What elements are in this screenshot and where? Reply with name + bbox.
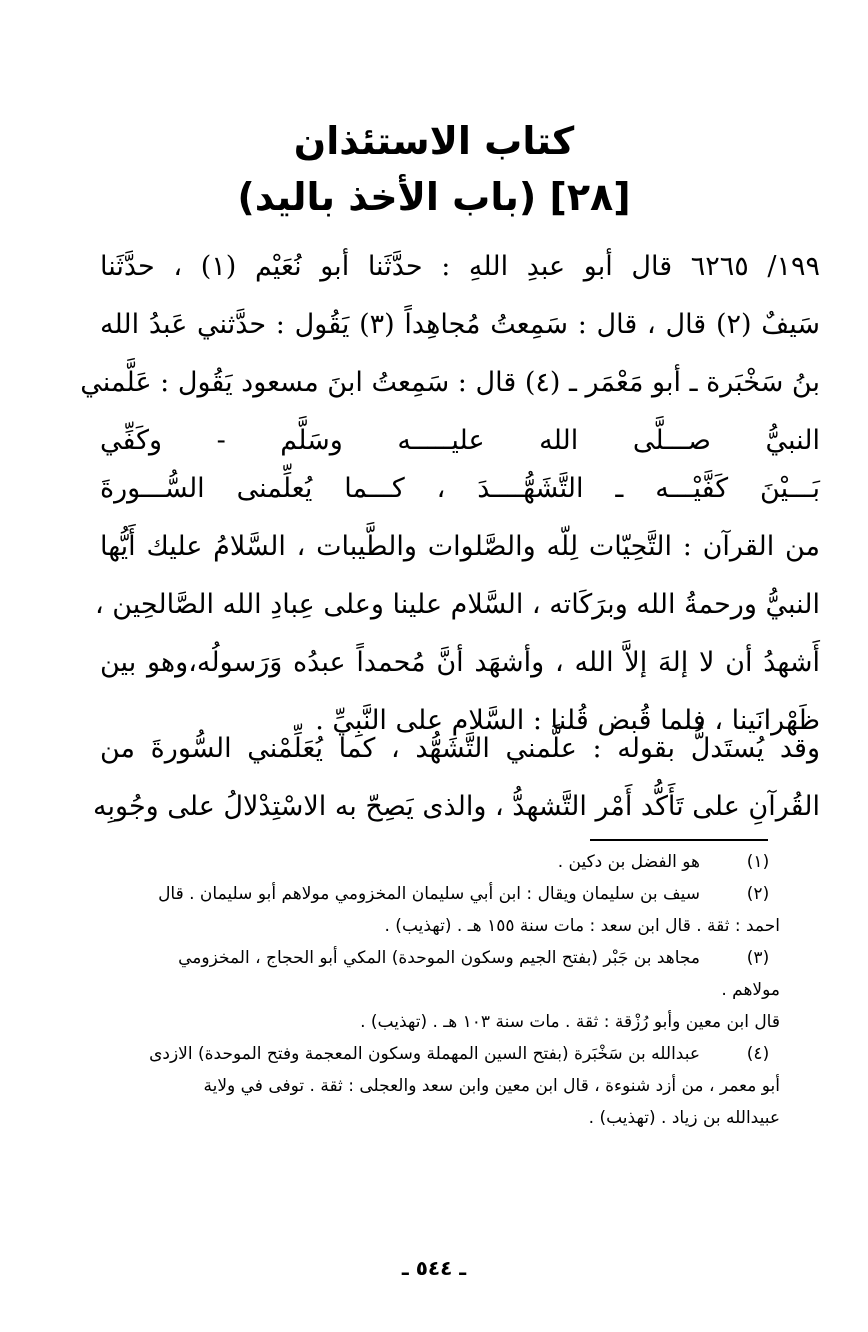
text-line: من القرآن : التَّحِيّات لِلّه والصَّلوات والطَّيبات ، السَّلامُ عليك أَيُّها xyxy=(100,531,820,562)
hadith-continuation-paragraph xyxy=(94,460,820,750)
footnote-separator xyxy=(590,839,768,841)
footnote-number: (٢) xyxy=(746,884,770,904)
footnote-number: (٤) xyxy=(746,1044,770,1064)
footnotes xyxy=(110,846,780,1134)
text-line: ظَهْرانَينا ، فلما قُبض قُلنا : السَّلام على النَّبِيِّ . xyxy=(315,705,820,736)
text-line: القُرآنِ على تَأَكُّد أَمْر التَّشهدُّ ، والذى يَصِحّ به الاسْتِدْلالُ على وجُوبِه xyxy=(93,791,820,822)
footnote-line: مجاهد بن جَبْر (بفتح الجيم وسكون الموحدة) المكي أبو الحجاج ، المخزومي xyxy=(178,948,700,968)
footnote-line: عبيدالله بن زياد . (تهذيب) . xyxy=(588,1108,780,1128)
footnote-line: عبدالله بن سَخْبَرة (بفتح السين المهملة وسكون المعجمة وفتح الموحدة) الازدى xyxy=(149,1044,700,1064)
footnote-number: (١) xyxy=(746,852,770,872)
book-title: كتاب الاستئذان xyxy=(293,119,575,163)
footnote-2 xyxy=(110,878,780,942)
footnote-line: هو الفضل بن دكين . xyxy=(557,852,700,872)
text-line: بنُ سَخْبَرة ـ أبو مَعْمَر ـ (٤) قال : سَمِعتُ ابنَ مسعود يَقُول : عَلَّمني xyxy=(80,367,820,398)
footnote-line: سيف بن سليمان ويقال : ابن أبي سليمان المخزومي مولاهم أبو سليمان . قال xyxy=(158,884,700,904)
text-line: أَشهدُ أن لا إلهَ إلاَّ الله ، وأشهَد أنَّ مُحمداً عبدُه وَرَسولُه،وهو بين xyxy=(100,647,820,678)
footnote-number: (٣) xyxy=(746,948,770,968)
text-line: سَيفٌ (٢) قال ، قال : سَمِعتُ مُجاهِداً (٣) يَقُول : حدَّثني عَبدُ الله xyxy=(100,309,820,340)
text-line: بَـــيْنَ كَفَّيْـــه ـ التَّشَهُّــــدَ ، كـــما يُعلِّمنى السُّـــورةَ xyxy=(100,473,820,504)
footnote-line: احمد : ثقة . قال ابن سعد : مات سنة ١٥٥ هـ . (تهذيب) . xyxy=(384,916,780,936)
footnote-3 xyxy=(110,942,780,1038)
text-line: النبيُّ ورحمةُ الله وبرَكَاته ، السَّلام علينا وعلى عِبادِ الله الصَّالحِين ، xyxy=(94,589,820,620)
chapter-title: [٢٨] (باب الأخذ باليد) xyxy=(237,175,631,219)
hadith-paragraph xyxy=(80,238,820,470)
text-line: وقد يُستَدلُّ بقوله : علَّمني التَّشَهُّد ، كما يُعَلِّمْني السُّورةَ من xyxy=(100,733,820,764)
footnote-line: أبو معمر ، من أزد شنوءة ، قال ابن معين وابن سعد والعجلى : ثقة . توفى في ولاية xyxy=(203,1076,780,1096)
text-line: ١٩٩/ ٦٢٦٥ قال أبو عبدِ اللهِ : حدَّثَنا أبو نُعَيْم (١) ، حدَّثَنا xyxy=(100,251,820,282)
text-line: النبيُّ صـــلَّى الله عليـــــه وسَلَّم - وكَفِّي xyxy=(100,425,820,456)
commentary-paragraph xyxy=(93,720,820,836)
footnote-line: قال ابن معين وأبو رُزْقة : ثقة . مات سنة ١٠٣ هـ . (تهذيب) . xyxy=(360,1012,780,1032)
footnote-1 xyxy=(110,846,780,878)
footnote-4 xyxy=(110,1038,780,1134)
page-number: ـ ٥٤٤ ـ xyxy=(401,1256,467,1280)
footnote-line: مولاهم . xyxy=(721,980,780,1000)
